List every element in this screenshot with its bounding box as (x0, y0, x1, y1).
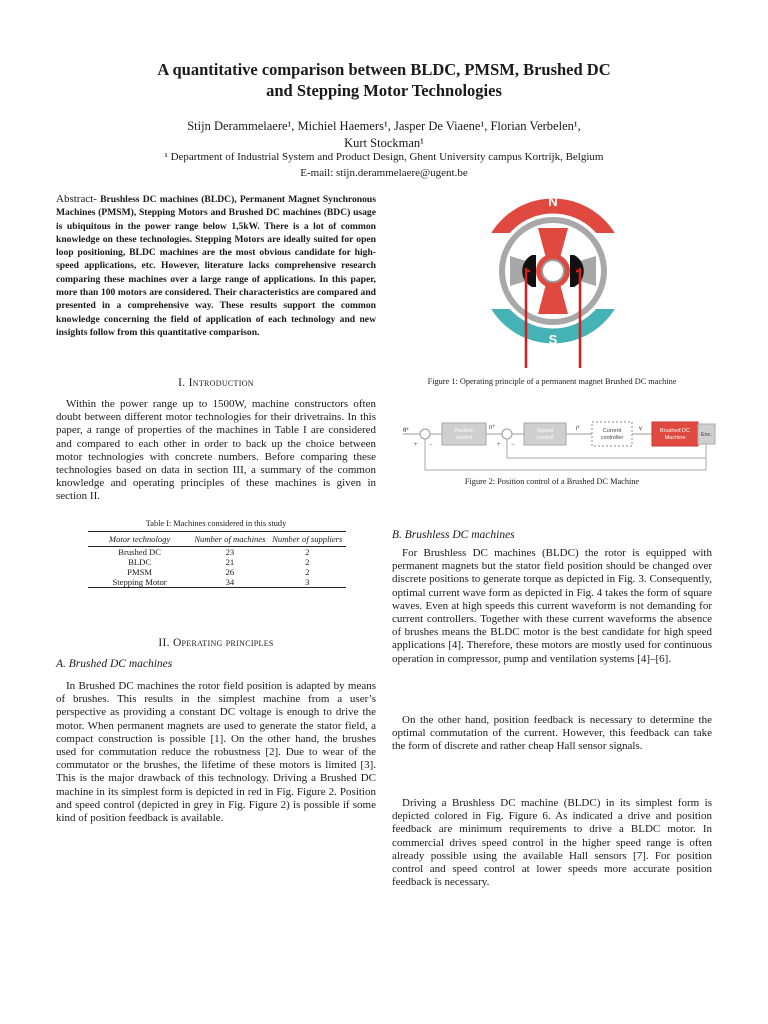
table-header-row (88, 532, 346, 547)
table-row (88, 557, 346, 567)
speed-control-block (524, 423, 566, 445)
machine-block (652, 422, 698, 446)
table-cell: Stepping Motor (112, 577, 167, 587)
email: E-mail: stijn.derammelaere@ugent.be (300, 167, 468, 179)
authors (90, 118, 678, 152)
speed-control-label: Speed control (536, 428, 554, 441)
current-controller-label: Current controller (600, 428, 624, 441)
table-row (88, 567, 346, 577)
table-cell: 21 (225, 557, 235, 567)
shaft (542, 260, 564, 282)
section-1-title: Introduction (188, 377, 254, 389)
bldc-paragraph-1: For Brushless DC machines (BLDC) the rotor is equipped with permanent magnets but the stator field position should be changed over discrete positions to generate torque as depicted in Fig. 3. Consequently, optimal current wave form as depicted in Fig. 4 takes the form of square waves. Even at high speeds this current waveform is not demanding for current controllers. Together with these current waveforms the absence of brushes means the BLDC motor is the best candidate for high speed applications [4]. Therefore, these motors are mostly used for continuous operation in compressor, pump and ventilation systems [4]–[6]. (392, 547, 712, 665)
table-cell: PMSM (127, 567, 153, 577)
pole-n-label: N (548, 194, 558, 209)
affiliation: ¹ Department of Industrial System and Product Design, Ghent University campus Kortrijk, Belgium (164, 151, 604, 163)
figure-2 (398, 414, 718, 476)
abstract-text: Brushless DC machines (BLDC), Permanent Magnet Synchronous Machines (PMSM), Stepping Motors and Brushed DC machines (BDC) usage is ubiquitous in the power range below 1,5kW. There is a lot of common knowledge on these technologies. Stepping Motors are ideally suited for open loop positioning, BLDC machines are the most obvious candidate for high-speed applications, etc. However, literature lacks comprehensive research comparing these machines over a large range of applications. In this paper, more than 100 motors are considered. Their characteristics are compared and presented in a comprehensive way. These results support the common knowledge concerning the field of application of each technology and new insights follow from this quantitative comparison. (56, 194, 376, 338)
machine-label: Brushed DC Machine (660, 428, 690, 441)
minus-sign: − (429, 442, 433, 448)
table-1-grid (88, 531, 346, 588)
table-header-machines: Number of machines (194, 534, 266, 544)
bldc-paragraph-3: Driving a Brushless DC machine (BLDC) in its simplest form is depicted colored in Fig. Figure 6. As indicated a drive and position feedback are minimum requirements to drive a BLDC motor. In commercial drives speed control in the higher speed range is often already possible using the available Hall sensors [7]. For position control and speed control at lower speeds more accurate position feedback is necessary. (392, 797, 712, 889)
summing-junction-2 (502, 429, 512, 439)
title-line-1: A quantitative comparison between BLDC, PMSM, Brushed DC (157, 60, 611, 79)
figure-1 (478, 188, 628, 370)
bldc-body-2 (392, 714, 712, 754)
pole-s-label: S (548, 332, 558, 347)
theta-ref-label: θ* (403, 428, 409, 434)
table-cell: 2 (305, 567, 310, 577)
table-cell: Brushed DC (118, 547, 161, 557)
title-line-2: and Stepping Motor Technologies (266, 81, 502, 100)
abstract (56, 193, 376, 339)
figure-1-caption: Figure 1: Operating principle of a permanent magnet Brushed DC machine (427, 377, 677, 386)
subsection-b-heading: B. Brushless DC machines (392, 529, 515, 541)
figure-2-caption: Figure 2: Position control of a Brushed DC Machine (464, 477, 640, 486)
table-row (88, 547, 346, 558)
authors-line-2: Kurt Stockman¹ (344, 136, 424, 150)
i-ref-label: i* (576, 426, 580, 432)
brushed-body (56, 680, 376, 825)
subsection-a-heading: A. Brushed DC machines (56, 658, 173, 670)
section-2-title: Operating principles (172, 637, 274, 649)
table-header-technology: Motor technology (108, 534, 171, 544)
summing-junction-1 (420, 429, 430, 439)
bldc-paragraph-2: On the other hand, position feedback is necessary to determine the optimal commutation of the current. However, this feedback can take the form of discrete and rather cheap Hall sensor signals. (392, 714, 712, 753)
table-cell: BLDC (128, 557, 152, 567)
table-cell: 2 (305, 547, 310, 557)
motor-schematic-illustration (478, 188, 628, 370)
bldc-body-1 (392, 547, 712, 666)
table-cell: 34 (225, 577, 235, 587)
intro-paragraph: Within the power range up to 1500W, machine constructors often doubt between different motor technologies for their drivetrains. In this paper, a range of properties of the machines in Table I are considered and compared to each other in order to back up the choice between motor technologies with concrete numbers. Before comparing these technologies based on data in section III, a summary of the common knowledge and operating principles of these machines is given in section II. (56, 398, 376, 503)
n-ref-label: n* (489, 425, 495, 431)
table-cell: 26 (225, 567, 235, 577)
encoder-label: Enc. (700, 432, 713, 438)
table-1 (88, 531, 346, 588)
table-1-caption: Table I: Machines considered in this study (145, 519, 287, 528)
intro-body (56, 398, 376, 504)
abstract-lead: Abstract- (56, 193, 97, 205)
v-label: v (639, 426, 642, 432)
plus-sign: + (497, 442, 501, 448)
section-2-number: II. (158, 637, 170, 649)
table-row (88, 577, 346, 588)
minus-sign: − (511, 442, 515, 448)
plus-sign: + (414, 442, 418, 448)
position-control-diagram (398, 414, 718, 476)
position-control-label: Position control (454, 428, 474, 441)
table-cell: 3 (305, 577, 310, 587)
current-controller-block (592, 422, 632, 446)
bldc-body-3 (392, 797, 712, 889)
authors-line-1: Stijn Derammelaere¹, Michiel Haemers¹, Jasper De Viaene¹, Florian Verbelen¹, (187, 119, 581, 133)
table-cell: 2 (305, 557, 310, 567)
section-2-heading (56, 637, 376, 649)
brushed-paragraph: In Brushed DC machines the rotor field position is adapted by means of brushes. This results in the simplest machine from a user’s perspective as providing a constant DC voltage is enough to drive the motor. When permanent magnets are used to generate the stator field, a compact construction is possible [1]. On the other hand, the brushes used for commutation reduce the robustness [2]. Due to wear of the commutator or the brushes, the lifetime of these motors is limited [3]. This is the major drawback of this technology. Driving a Brushed DC machine in its simplest form is depicted in red in Fig. Figure 2. Position and speed control (depicted in grey in Fig. Figure 2) is possible if some kind of position feedback is available. (56, 680, 376, 825)
position-control-block (442, 423, 486, 445)
table-cell: 23 (225, 547, 235, 557)
paper-title (90, 59, 678, 101)
table-header-suppliers: Number of suppliers (272, 534, 343, 544)
section-1-heading (56, 377, 376, 389)
section-1-number: I. (178, 377, 186, 389)
